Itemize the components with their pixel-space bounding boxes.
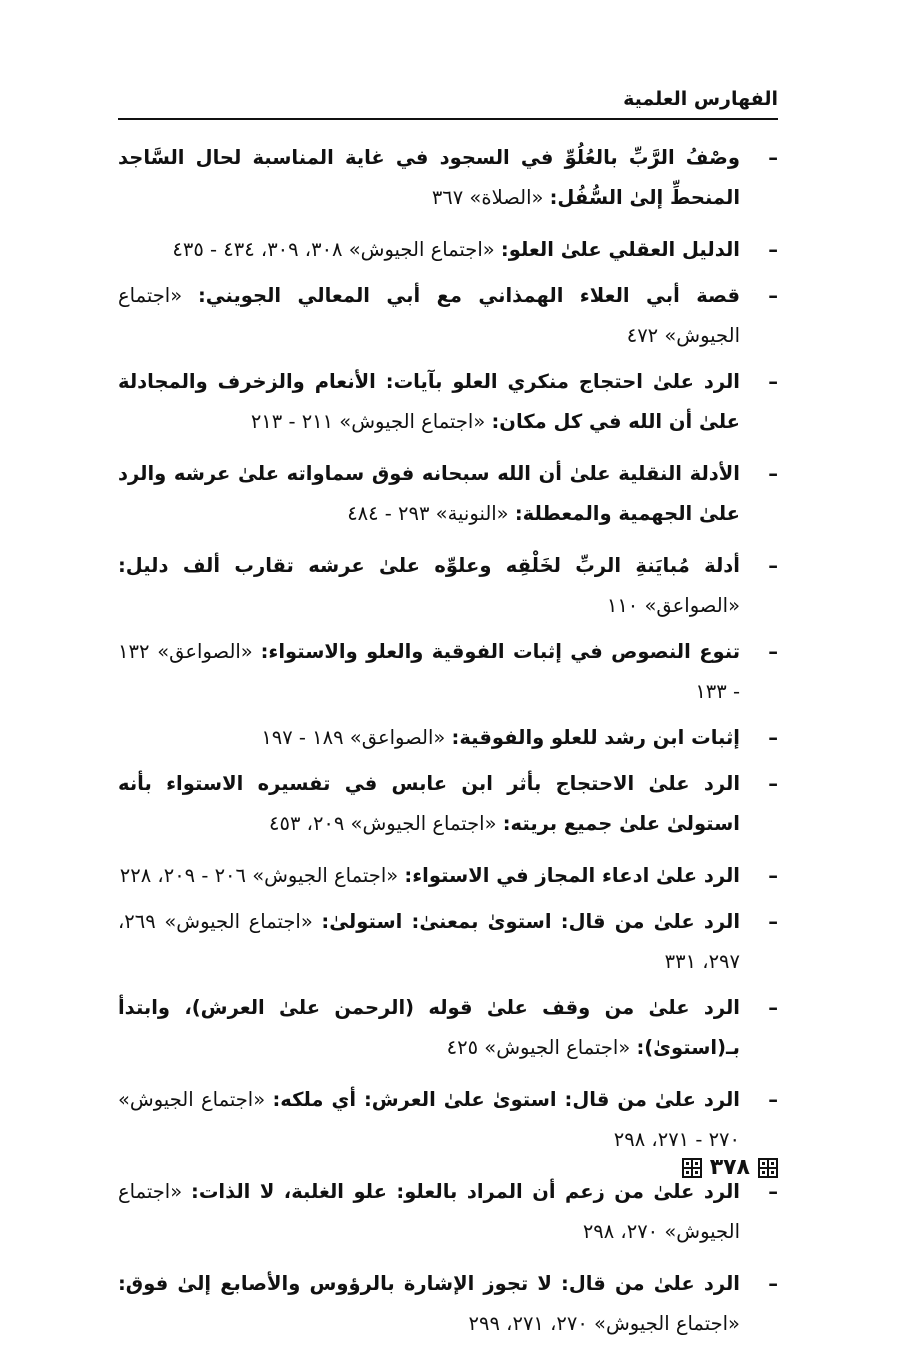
entry-dash: – bbox=[768, 284, 778, 307]
entry-topic: الرد علىٰ من قال: لا تجوز الإشارة بالرؤوس والأصابع إلىٰ فوق: bbox=[118, 1272, 740, 1295]
entry-dash: – bbox=[768, 1180, 778, 1203]
running-header: الفهارس العلمية bbox=[623, 88, 778, 110]
index-entry bbox=[118, 1172, 778, 1252]
entry-dash: – bbox=[768, 996, 778, 1019]
index-entry bbox=[118, 1080, 778, 1160]
entry-refs: «اجتماع الجيوش» ٢٧٠ - ٢٧١، ٢٩٨ bbox=[118, 1088, 740, 1151]
entry-dash: – bbox=[768, 726, 778, 749]
entry-topic: إثبات ابن رشد للعلو والفوقية: bbox=[451, 726, 740, 749]
entry-refs: «الصواعق» ١٣٢ - ١٣٣ bbox=[118, 640, 740, 703]
entry-dash: – bbox=[768, 238, 778, 261]
index-entry bbox=[118, 902, 778, 982]
entry-refs: «اجتماع الجيوش» ٢٠٩، ٤٥٣ bbox=[269, 812, 497, 835]
index-entry bbox=[118, 632, 778, 712]
entry-dash: – bbox=[768, 772, 778, 795]
square-ornament-icon bbox=[682, 1158, 702, 1178]
entry-refs: «اجتماع الجيوش» ٤٢٥ bbox=[446, 1036, 631, 1059]
square-ornament-icon bbox=[758, 1158, 778, 1178]
index-entry bbox=[118, 276, 778, 356]
index-entry bbox=[118, 546, 778, 626]
entry-topic: الرد علىٰ من وقف علىٰ قوله (الرحمن علىٰ العرش)، وابتدأ بـ(استوىٰ): bbox=[118, 996, 740, 1059]
entry-refs: «اجتماع الجيوش» ٢٧٠، ٢٩٨ bbox=[118, 1180, 740, 1243]
entry-dash: – bbox=[768, 370, 778, 393]
index-entry bbox=[118, 764, 778, 844]
entry-topic: تنوع النصوص في إثبات الفوقية والعلو والاستواء: bbox=[260, 640, 741, 663]
entry-refs: «الصلاة» ٣٦٧ bbox=[431, 186, 544, 209]
entry-topic: الرد علىٰ ادعاء المجاز في الاستواء: bbox=[404, 864, 740, 887]
index-entries bbox=[118, 138, 778, 1356]
entry-refs: «اجتماع الجيوش» ٣٠٨، ٣٠٩، ٤٣٤ - ٤٣٥ bbox=[172, 238, 495, 261]
entry-dash: – bbox=[768, 462, 778, 485]
entry-refs: «اجتماع الجيوش» ٢١١ - ٢١٣ bbox=[250, 410, 486, 433]
index-entry bbox=[118, 988, 778, 1068]
index-entry bbox=[118, 856, 778, 896]
entry-dash: – bbox=[768, 554, 778, 577]
entry-topic: وصْفُ الرَّبِّ بالعُلُوِّ في السجود في غاية المناسبة لحال السَّاجد المنحطِّ إلىٰ السُّفُل: bbox=[118, 146, 740, 209]
entry-topic: الرد علىٰ احتجاج منكري العلو بآيات: الأنعام والزخرف والمجادلة علىٰ أن الله في كل مكان: bbox=[118, 370, 740, 433]
entry-refs: «الصواعق» ١١٠ bbox=[606, 594, 740, 617]
index-entry bbox=[118, 454, 778, 534]
entry-dash: – bbox=[768, 1088, 778, 1111]
header-rule bbox=[118, 118, 778, 120]
entry-topic: الرد علىٰ الاحتجاج بأثر ابن عابس في تفسيره الاستواء بأنه استولىٰ علىٰ جميع بريته: bbox=[118, 772, 740, 835]
entry-topic: الأدلة النقلية علىٰ أن الله سبحانه فوق سماواته علىٰ عرشه والرد علىٰ الجهمية والمعطلة: bbox=[118, 462, 740, 525]
entry-refs: «اجتماع الجيوش» ٢٠٦ - ٢٠٩، ٢٢٨ bbox=[119, 864, 399, 887]
page-number: ٣٧٨ bbox=[709, 1155, 750, 1180]
entry-topic: الرد علىٰ من زعم أن المراد بالعلو: علو الغلبة، لا الذات: bbox=[191, 1180, 740, 1203]
index-entry bbox=[118, 138, 778, 218]
entry-dash: – bbox=[768, 910, 778, 933]
entry-dash: – bbox=[768, 640, 778, 663]
page-footer bbox=[682, 1155, 778, 1180]
entry-topic: الرد علىٰ من قال: استوىٰ بمعنىٰ: استولىٰ: bbox=[321, 910, 741, 933]
index-entry bbox=[118, 1264, 778, 1344]
entry-topic: الدليل العقلي علىٰ العلو: bbox=[500, 238, 740, 261]
entry-refs: «اجتماع الجيوش» ٤٧٢ bbox=[118, 284, 740, 347]
entry-topic: أدلة مُبايَنةِ الربِّ لخَلْقِه وعلوِّه علىٰ عرشه تقارب ألف دليل: bbox=[118, 554, 740, 577]
entry-refs: «اجتماع الجيوش» ٢٦٩، ٢٩٧، ٣٣١ bbox=[118, 910, 740, 973]
index-entry bbox=[118, 362, 778, 442]
entry-dash: – bbox=[768, 1272, 778, 1295]
entry-topic: قصة أبي العلاء الهمذاني مع أبي المعالي الجويني: bbox=[198, 284, 741, 307]
entry-refs: «اجتماع الجيوش» ٢٧٠، ٢٧١، ٢٩٩ bbox=[468, 1312, 740, 1335]
entry-dash: – bbox=[768, 864, 778, 887]
entry-refs: «النونية» ٢٩٣ - ٤٨٤ bbox=[347, 502, 509, 525]
index-entry bbox=[118, 718, 778, 758]
entry-topic: الرد علىٰ من قال: استوىٰ علىٰ العرش: أي ملكه: bbox=[272, 1088, 740, 1111]
index-entry bbox=[118, 230, 778, 270]
entry-dash: – bbox=[768, 146, 778, 169]
entry-refs: «الصواعق» ١٨٩ - ١٩٧ bbox=[261, 726, 446, 749]
